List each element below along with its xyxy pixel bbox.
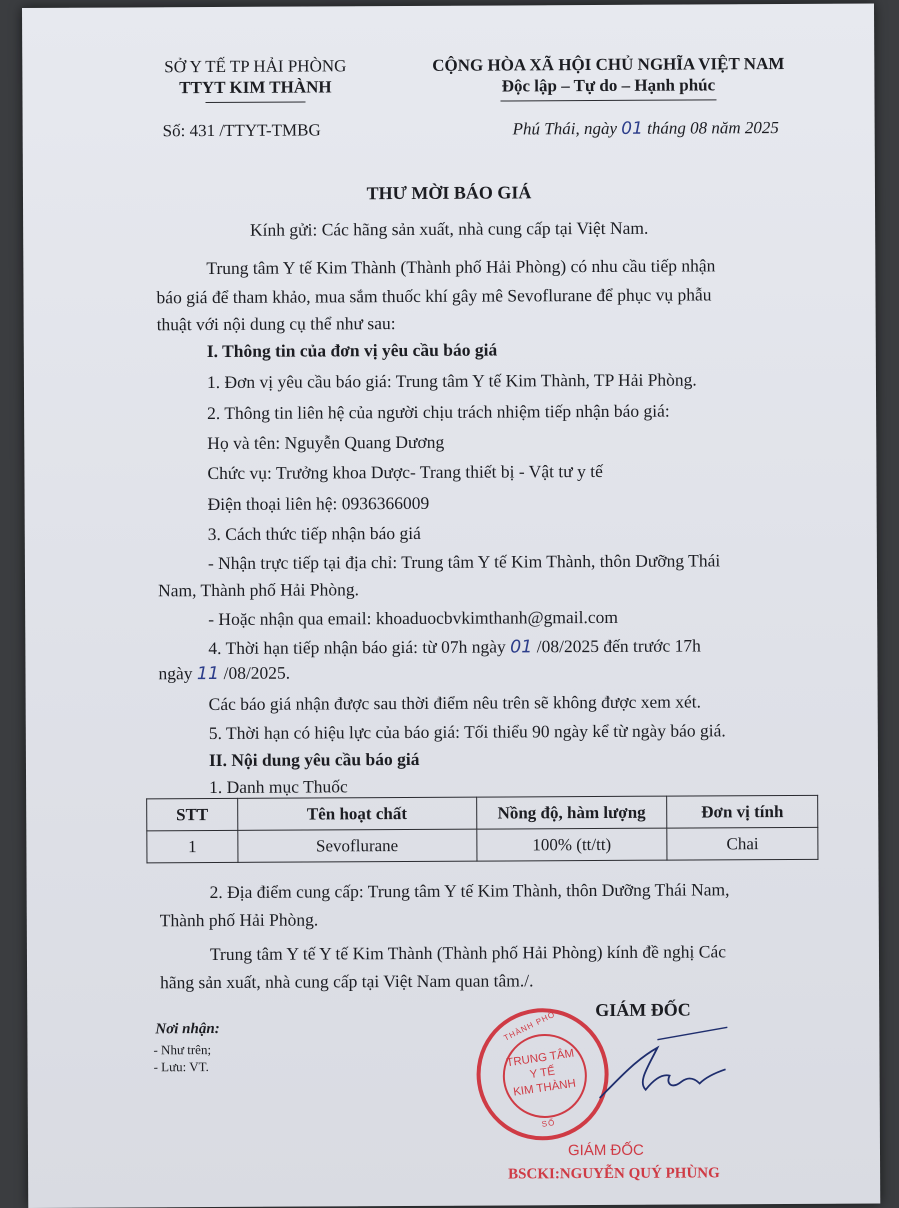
deadline-text-a: 4. Thời hạn tiếp nhận báo giá: từ 07h ngày (208, 636, 506, 659)
table-header: Tên hoạt chất (238, 797, 477, 830)
date-prefix: Phú Thái, ngày (512, 118, 618, 139)
table-row (147, 827, 818, 863)
recipients-label: Nơi nhận: (155, 1020, 220, 1038)
section-1-heading: I. Thông tin của đơn vị yêu cầu báo giá (206, 339, 498, 362)
deadline-text-b: /08/2025 đến trước 17h (536, 635, 701, 657)
stamp-ring-text-top: THÀNH PHỐ (502, 1009, 557, 1043)
section-1-item-2: 2. Thông tin liên hệ của người chịu trách nhiệm tiếp nhận báo giá: (207, 400, 670, 424)
document-number: Số: 431 /TTYT-TMBG (162, 120, 321, 141)
handwritten-signature (587, 1019, 737, 1110)
document-title: THƯ MỜI BÁO GIÁ (366, 182, 532, 204)
section-1-item-4-cont (158, 663, 290, 685)
section-2-item-2-line-1: 2. Địa điểm cung cấp: Trung tâm Y tế Kim Thành, thôn Dưỡng Thái Nam, (209, 879, 730, 903)
stamp-center-line-1: TRUNG TÂM (505, 1047, 575, 1070)
nation-title: CỘNG HÒA XÃ HỘI CHỦ NGHĨA VIỆT NAM (432, 54, 785, 75)
section-2-item-1: 1. Danh mục Thuốc (209, 776, 348, 798)
deadline-text-d: /08/2025. (223, 662, 291, 683)
late-note: Các báo giá nhận được sau thời điểm nêu trên sẽ không được xem xét. (208, 691, 702, 715)
deadline-day-2-handwritten: 11 (196, 663, 220, 685)
header-underline-left (205, 102, 305, 104)
signer-name: BSCKI:NGUYỄN QUÝ PHÙNG (508, 1165, 720, 1183)
section-1-item-5: 5. Thời hạn có hiệu lực của báo giá: Tối thiểu 90 ngày kể từ ngày báo giá. (208, 720, 726, 744)
section-1-item-4 (208, 635, 701, 659)
header-underline-right (500, 99, 716, 101)
table-cell: Chai (667, 827, 818, 860)
direct-address-line-1: - Nhận trực tiếp tại địa chỉ: Trung tâm Y tế Kim Thành, thôn Dưỡng Thái (207, 550, 721, 574)
intro-line-3: thuật với nội dung cụ thể như sau: (156, 313, 396, 335)
nation-motto: Độc lập – Tự do – Hạnh phúc (501, 75, 716, 96)
date-day-handwritten: 01 (621, 118, 643, 139)
section-1-item-1: 1. Đơn vị yêu cầu báo giá: Trung tâm Y tế Kim Thành, TP Hải Phòng. (206, 369, 697, 393)
stamp-center-line-2: Y TẾ (529, 1065, 556, 1082)
direct-address-line-2: Nam, Thành phố Hải Phòng. (157, 579, 360, 601)
document-page (22, 4, 880, 1208)
email-line: - Hoặc nhận qua email: khoaduocbvkimthanh@gmail.com (208, 606, 619, 630)
table-cell: 1 (147, 830, 238, 862)
closing-line-2: hãng sản xuất, nhà cung cấp tại Việt Nam quan tâm./. (160, 970, 534, 993)
table-cell: Sevoflurane (238, 829, 477, 862)
recipients-item: - Lưu: VT. (153, 1059, 209, 1075)
deadline-text-c: ngày (158, 663, 193, 684)
medicine-table (146, 795, 818, 864)
recipient-line: Kính gửi: Các hãng sản xuất, nhà cung cấp tại Việt Nam. (249, 217, 649, 240)
agency-name: SỞ Y TẾ TP HẢI PHÒNG (164, 56, 347, 77)
table-header: STT (147, 798, 238, 830)
issuer-name: TTYT KIM THÀNH (179, 77, 332, 98)
section-1-item-3: 3. Cách thức tiếp nhận báo giá (207, 522, 421, 545)
stamp-center-line-3: KIM THÀNH (512, 1077, 577, 1099)
section-2-item-2-line-2: Thành phố Hải Phòng. (159, 909, 319, 931)
intro-line-2: báo giá để tham khảo, mua sắm thuốc khí gây mê Sevoflurane để phục vụ phẫu (156, 284, 712, 308)
table-header: Nồng độ, hàm lượng (476, 796, 667, 829)
date-rest: tháng 08 năm 2025 (647, 118, 779, 138)
contact-position: Chức vụ: Trưởng khoa Dược- Trang thiết bị - Vật tư y tế (207, 460, 603, 484)
section-2-heading: II. Nội dung yêu cầu báo giá (208, 748, 420, 771)
table-header: Đơn vị tính (667, 795, 818, 828)
intro-line-1: Trung tâm Y tế Kim Thành (Thành phố Hải Phòng) có nhu cầu tiếp nhận (206, 255, 716, 279)
signature-title: GIÁM ĐỐC (595, 999, 691, 1021)
contact-name: Họ và tên: Nguyễn Quang Dương (207, 431, 445, 454)
stamp-ring-text-bottom: SỐ (541, 1118, 556, 1129)
closing-line-1: Trung tâm Y tế Y tế Kim Thành (Thành phố Hải Phòng) kính đề nghị Các (209, 941, 727, 965)
contact-phone: Điện thoại liên hệ: 0936366009 (207, 492, 430, 515)
table-cell: 100% (tt/tt) (476, 828, 667, 861)
recipients-item: - Như trên; (153, 1042, 212, 1058)
document-date (513, 118, 779, 139)
stamp-signature-title: GIÁM ĐỐC (567, 1141, 644, 1160)
table-header-row (147, 795, 818, 831)
deadline-day-1-handwritten: 01 (510, 637, 533, 658)
